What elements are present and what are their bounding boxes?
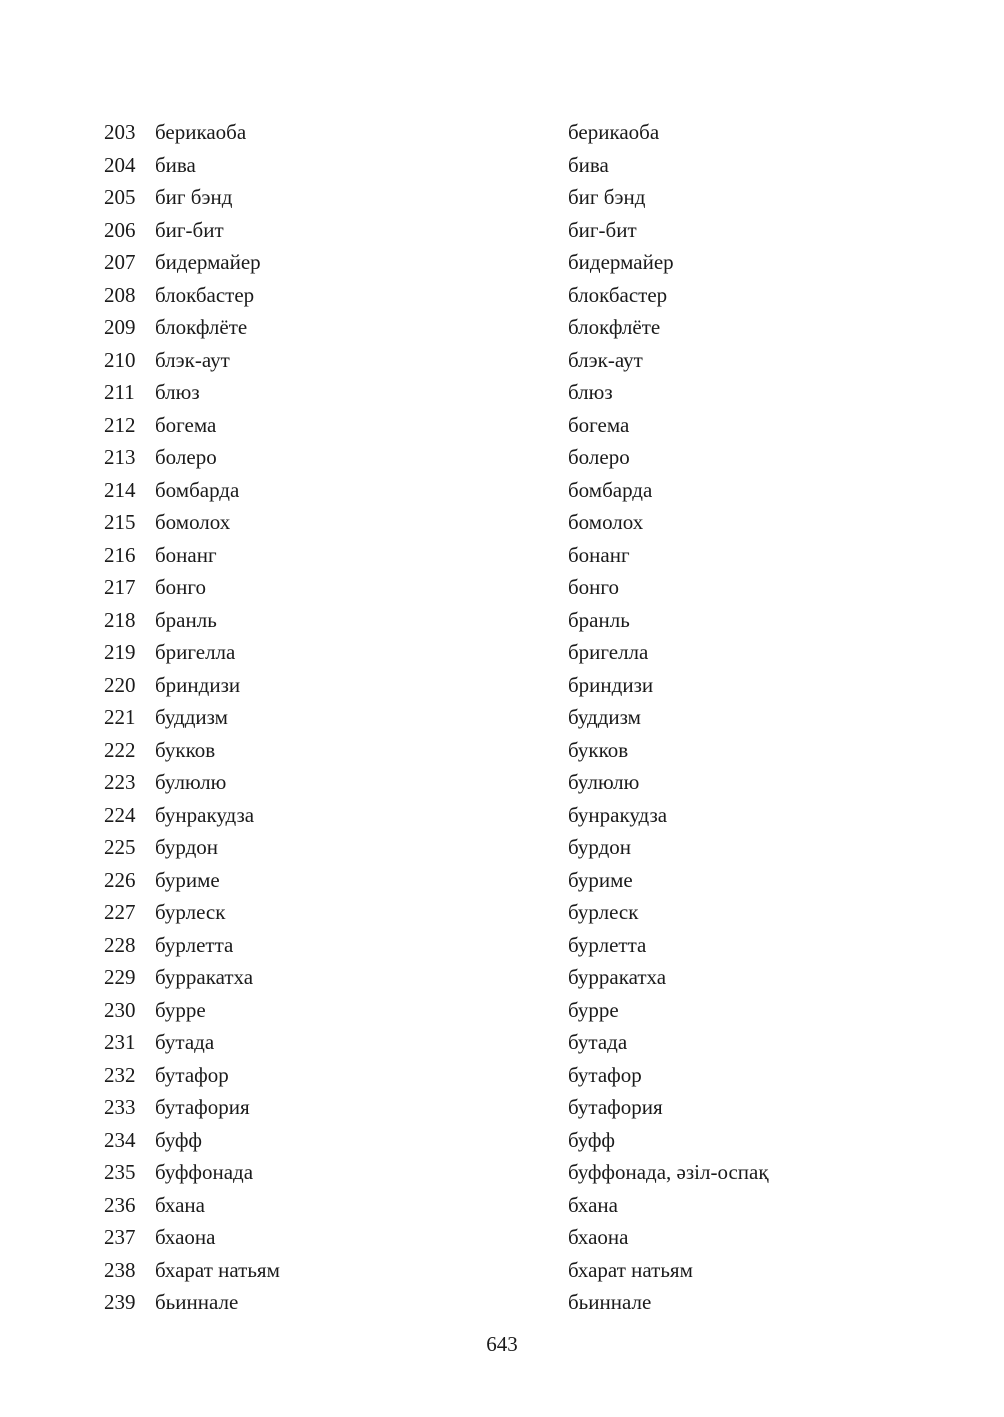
term-translation: бомолох bbox=[568, 510, 644, 534]
term-translation: бутада bbox=[568, 1030, 628, 1054]
term-russian: буффонада bbox=[155, 1160, 254, 1184]
term-translation: булюлю bbox=[568, 770, 640, 794]
term-russian: буриме bbox=[155, 867, 220, 892]
term-translation: бурре bbox=[568, 997, 619, 1022]
term-number: 215 bbox=[104, 510, 136, 534]
term-number: 228 bbox=[104, 932, 136, 957]
term-russian: бонанг bbox=[155, 542, 217, 567]
term-translation: бурракатха bbox=[568, 965, 667, 989]
term-russian: берикаоба bbox=[155, 120, 247, 144]
term-row bbox=[0, 474, 1004, 507]
term-russian: бомбарда bbox=[155, 477, 240, 502]
term-russian: буддизм bbox=[155, 705, 228, 729]
term-row bbox=[0, 441, 1004, 474]
term-number: 227 bbox=[104, 900, 136, 924]
term-russian: биг бэнд bbox=[155, 185, 233, 209]
term-russian: бомолох bbox=[155, 510, 231, 534]
term-row bbox=[0, 214, 1004, 247]
term-number: 221 bbox=[104, 705, 136, 729]
term-number: 225 bbox=[104, 835, 136, 859]
term-translation: богема bbox=[568, 412, 630, 437]
term-number: 217 bbox=[104, 575, 136, 599]
term-row bbox=[0, 149, 1004, 182]
term-translation: берикаоба bbox=[568, 120, 660, 144]
term-russian: бурдон bbox=[155, 835, 219, 859]
term-translation: бонанг bbox=[568, 542, 630, 567]
term-russian: буфф bbox=[155, 1127, 202, 1152]
term-translation: бхарат натьям bbox=[568, 1257, 693, 1282]
term-row bbox=[0, 636, 1004, 669]
term-translation: блэк-аут bbox=[568, 347, 643, 372]
term-russian: бива bbox=[155, 152, 196, 177]
term-translation: бхана bbox=[568, 1192, 618, 1217]
term-row bbox=[0, 766, 1004, 799]
term-number: 232 bbox=[104, 1062, 136, 1087]
term-russian: бурлеск bbox=[155, 900, 226, 924]
term-number: 214 bbox=[104, 477, 136, 502]
term-russian: болеро bbox=[155, 445, 217, 469]
term-russian: бриндизи bbox=[155, 672, 241, 697]
term-translation: бунракудза bbox=[568, 802, 668, 827]
page-number: 643 bbox=[486, 1332, 518, 1356]
term-row bbox=[0, 116, 1004, 149]
term-number: 222 bbox=[104, 737, 136, 762]
term-number: 209 bbox=[104, 315, 136, 339]
term-russian: бурре bbox=[155, 997, 206, 1022]
term-russian: бьиннале bbox=[155, 1290, 239, 1314]
term-row bbox=[0, 1221, 1004, 1254]
term-row bbox=[0, 506, 1004, 539]
term-translation: бомбарда bbox=[568, 477, 653, 502]
term-russian: бутада bbox=[155, 1030, 215, 1054]
term-row bbox=[0, 344, 1004, 377]
term-row bbox=[0, 669, 1004, 702]
term-row bbox=[0, 1091, 1004, 1124]
term-translation: бьиннале bbox=[568, 1290, 652, 1314]
term-row bbox=[0, 246, 1004, 279]
term-number: 210 bbox=[104, 347, 136, 372]
term-row bbox=[0, 864, 1004, 897]
term-number: 219 bbox=[104, 640, 136, 664]
term-number: 218 bbox=[104, 607, 136, 632]
term-translation: бхаона bbox=[568, 1225, 629, 1249]
term-row bbox=[0, 311, 1004, 344]
term-row bbox=[0, 376, 1004, 409]
term-translation: бутафория bbox=[568, 1095, 663, 1119]
term-russian: блэк-аут bbox=[155, 347, 230, 372]
term-number: 231 bbox=[104, 1030, 136, 1054]
term-russian: бутафор bbox=[155, 1062, 229, 1087]
term-translation: блокфлёте bbox=[568, 315, 661, 339]
term-translation: биг-бит bbox=[568, 217, 637, 242]
term-russian: бидермайер bbox=[155, 250, 261, 274]
term-number: 203 bbox=[104, 120, 136, 144]
term-russian: блокбастер bbox=[155, 282, 255, 307]
term-russian: бурракатха bbox=[155, 965, 254, 989]
term-translation: букков bbox=[568, 737, 629, 762]
term-number: 223 bbox=[104, 770, 136, 794]
term-translation: бутафор bbox=[568, 1062, 642, 1087]
term-number: 234 bbox=[104, 1127, 136, 1152]
term-number: 205 bbox=[104, 185, 136, 209]
term-row bbox=[0, 1026, 1004, 1059]
term-row bbox=[0, 799, 1004, 832]
term-number: 229 bbox=[104, 965, 136, 989]
term-number: 207 bbox=[104, 250, 136, 274]
term-russian: биг-бит bbox=[155, 217, 224, 242]
term-russian: бхарат натьям bbox=[155, 1257, 280, 1282]
term-row bbox=[0, 1059, 1004, 1092]
term-row bbox=[0, 896, 1004, 929]
term-russian: блокфлёте bbox=[155, 315, 248, 339]
term-row bbox=[0, 1286, 1004, 1319]
term-row bbox=[0, 279, 1004, 312]
term-translation: бриндизи bbox=[568, 672, 654, 697]
term-row bbox=[0, 734, 1004, 767]
term-translation: бидермайер bbox=[568, 250, 674, 274]
term-russian: блюз bbox=[155, 380, 200, 404]
term-number: 233 bbox=[104, 1095, 136, 1119]
term-number: 216 bbox=[104, 542, 136, 567]
term-number: 211 bbox=[104, 380, 135, 404]
term-row bbox=[0, 1189, 1004, 1222]
term-number: 212 bbox=[104, 412, 136, 437]
term-translation: бурдон bbox=[568, 835, 632, 859]
term-number: 237 bbox=[104, 1225, 136, 1249]
term-number: 235 bbox=[104, 1160, 136, 1184]
term-translation: бригелла bbox=[568, 640, 649, 664]
term-number: 239 bbox=[104, 1290, 136, 1314]
term-row bbox=[0, 831, 1004, 864]
term-number: 208 bbox=[104, 282, 136, 307]
term-number: 206 bbox=[104, 217, 136, 242]
term-russian: бонго bbox=[155, 575, 207, 599]
term-translation: бонго bbox=[568, 575, 620, 599]
term-translation: буффонада, әзіл-оспақ bbox=[568, 1160, 769, 1184]
term-row bbox=[0, 1254, 1004, 1287]
term-row bbox=[0, 1156, 1004, 1189]
term-number: 204 bbox=[104, 152, 136, 177]
term-number: 238 bbox=[104, 1257, 136, 1282]
term-translation: бива bbox=[568, 152, 609, 177]
term-list bbox=[0, 116, 1004, 1319]
term-translation: буриме bbox=[568, 867, 633, 892]
term-translation: бранль bbox=[568, 607, 630, 632]
term-russian: бранль bbox=[155, 607, 217, 632]
term-russian: бхана bbox=[155, 1192, 205, 1217]
term-number: 213 bbox=[104, 445, 136, 469]
term-russian: бунракудза bbox=[155, 802, 255, 827]
term-russian: бурлетта bbox=[155, 932, 234, 957]
term-number: 220 bbox=[104, 672, 136, 697]
term-russian: бхаона bbox=[155, 1225, 216, 1249]
term-russian: бригелла bbox=[155, 640, 236, 664]
term-number: 230 bbox=[104, 997, 136, 1022]
term-row bbox=[0, 994, 1004, 1027]
term-row bbox=[0, 539, 1004, 572]
term-russian: булюлю bbox=[155, 770, 227, 794]
term-row bbox=[0, 571, 1004, 604]
term-number: 226 bbox=[104, 867, 136, 892]
term-number: 236 bbox=[104, 1192, 136, 1217]
term-translation: буддизм bbox=[568, 705, 641, 729]
term-translation: биг бэнд bbox=[568, 185, 646, 209]
term-row bbox=[0, 409, 1004, 442]
term-translation: блюз bbox=[568, 380, 613, 404]
term-translation: блокбастер bbox=[568, 282, 668, 307]
term-translation: болеро bbox=[568, 445, 630, 469]
term-translation: бурлеск bbox=[568, 900, 639, 924]
term-russian: бутафория bbox=[155, 1095, 250, 1119]
term-row bbox=[0, 1124, 1004, 1157]
term-russian: букков bbox=[155, 737, 216, 762]
term-row bbox=[0, 929, 1004, 962]
term-row bbox=[0, 961, 1004, 994]
term-row bbox=[0, 181, 1004, 214]
term-translation: буфф bbox=[568, 1127, 615, 1152]
term-row bbox=[0, 604, 1004, 637]
term-row bbox=[0, 701, 1004, 734]
term-translation: бурлетта bbox=[568, 932, 647, 957]
term-number: 224 bbox=[104, 802, 136, 827]
term-russian: богема bbox=[155, 412, 217, 437]
